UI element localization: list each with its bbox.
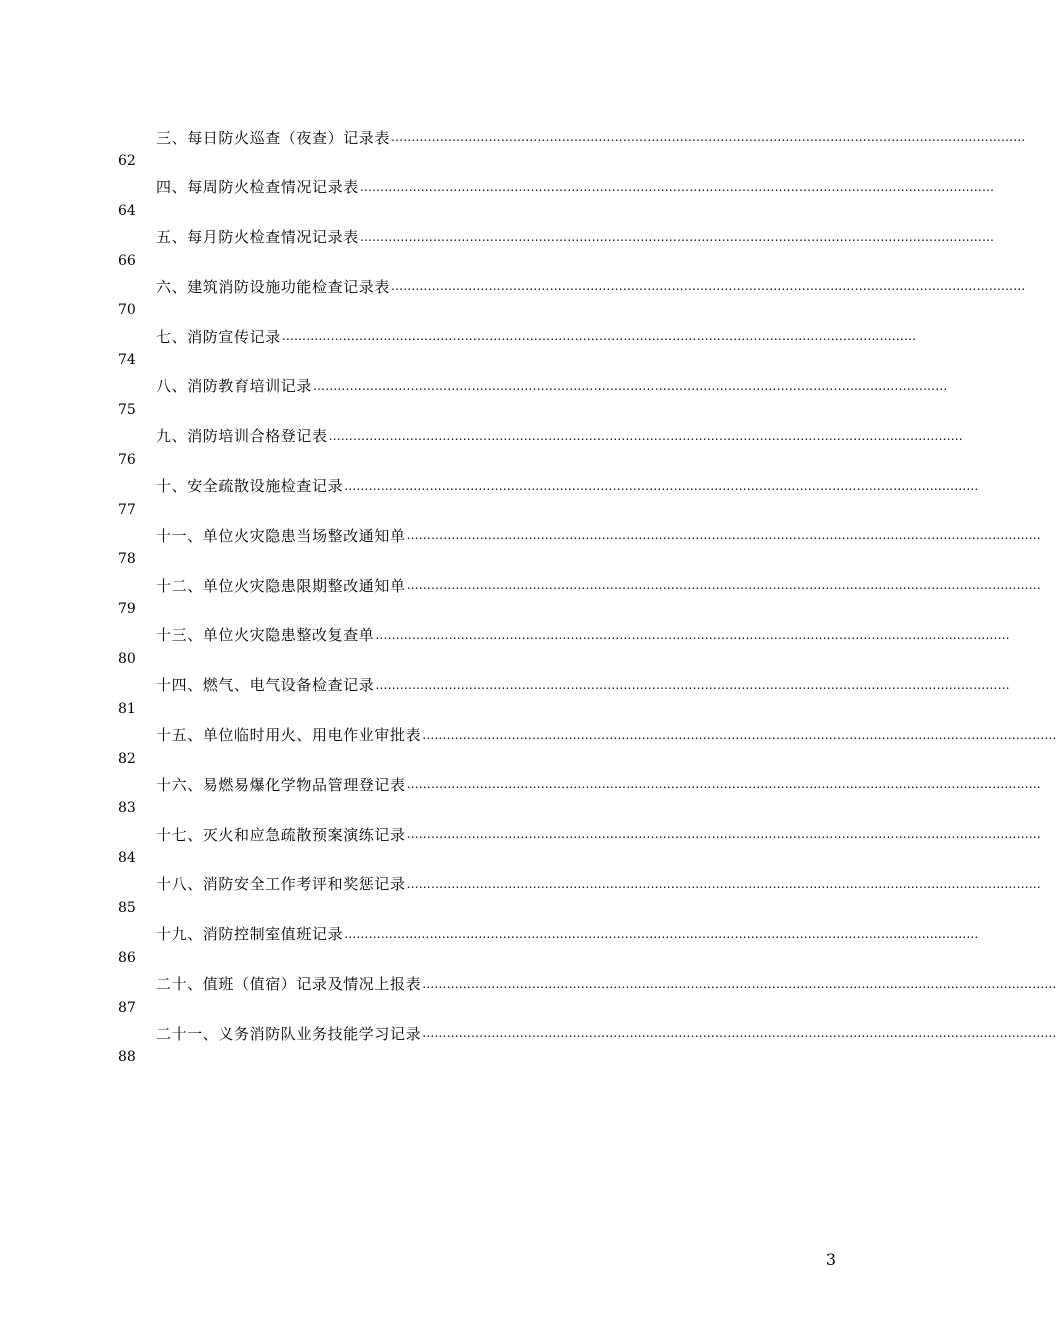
toc-line [156, 273, 1026, 299]
toc-entry-page: 76 [118, 451, 136, 468]
toc-entry [118, 522, 1042, 572]
toc-entry-page: 70 [118, 302, 136, 319]
toc-entry-page: 77 [118, 501, 136, 518]
toc-entry-title: 十一、单位火灾隐患当场整改通知单 [156, 526, 406, 545]
toc-entry-page: 64 [118, 202, 136, 219]
toc-dot-leader: ………………………………………………………………………………………………………………………………………… [359, 179, 995, 194]
toc-line [156, 124, 1026, 150]
toc-entry [118, 672, 1010, 722]
toc-dot-leader: ………………………………………………………………………………………………………………………………………… [375, 677, 1010, 692]
toc-dot-leader: ………………………………………………………………………………………………………………………………………… [344, 926, 979, 941]
toc-entry-page: 74 [118, 352, 136, 369]
toc-line [156, 971, 1057, 997]
toc-dot-leader: ………………………………………………………………………………………………………………………………………… [391, 130, 1026, 144]
toc-entry [118, 821, 1042, 871]
toc-entry-title: 十五、单位临时用火、用电作业审批表 [156, 726, 422, 745]
toc-dot-leader: ………………………………………………………………………………………………………………………………………… [422, 727, 1057, 742]
table-of-contents [118, 124, 1057, 1070]
toc-entry-page: 84 [118, 850, 136, 867]
toc-dot-leader: ………………………………………………………………………………………………………………………………………… [359, 229, 995, 244]
toc-entry-page: 82 [118, 750, 136, 767]
toc-dot-leader: ………………………………………………………………………………………………………………………………………… [406, 827, 1042, 842]
toc-entry-page: 83 [118, 800, 136, 817]
toc-entry-title: 十八、消防安全工作考评和奖惩记录 [156, 875, 406, 894]
toc-dot-leader: ………………………………………………………………………………………………………………………………………… [406, 578, 1042, 593]
toc-entry-page: 86 [118, 949, 136, 966]
toc-entry-title: 十三、单位火灾隐患整改复查单 [156, 626, 375, 645]
toc-dot-leader: ………………………………………………………………………………………………………………………………………… [406, 876, 1042, 891]
toc-entry-title: 十七、灭火和应急疏散预案演练记录 [156, 825, 406, 844]
toc-line [156, 622, 1010, 648]
toc-entry-title: 五、每月防火检查情况记录表 [156, 228, 359, 247]
toc-dot-leader: ………………………………………………………………………………………………………………………………………… [422, 976, 1057, 991]
toc-entry-page: 85 [118, 899, 136, 916]
toc-entry [118, 871, 1042, 921]
toc-line [156, 1020, 1057, 1046]
toc-line [156, 921, 979, 947]
toc-dot-leader: ………………………………………………………………………………………………………………………………………… [313, 378, 948, 393]
toc-entry-page: 66 [118, 252, 136, 269]
toc-entry-page: 78 [118, 551, 136, 568]
toc-dot-leader: ………………………………………………………………………………………………………………………………………… [281, 329, 917, 344]
toc-line [156, 174, 995, 200]
toc-line [156, 522, 1042, 548]
toc-entry [118, 124, 1026, 174]
toc-dot-leader: ………………………………………………………………………………………………………………………………………… [328, 428, 964, 443]
toc-entry-title: 二十、值班（值宿）记录及情况上报表 [156, 975, 422, 994]
toc-entry [118, 224, 995, 274]
toc-dot-leader: ………………………………………………………………………………………………………………………………………… [375, 627, 1010, 642]
toc-entry-title: 十九、消防控制室值班记录 [156, 925, 344, 944]
toc-dot-leader: ………………………………………………………………………………………………………………………………………… [406, 528, 1042, 543]
toc-entry [118, 373, 948, 423]
toc-entry-title: 十四、燃气、电气设备检查记录 [156, 676, 375, 695]
toc-line [156, 323, 917, 349]
toc-line [156, 871, 1042, 897]
toc-entry-page: 79 [118, 601, 136, 618]
toc-line [156, 373, 948, 399]
toc-entry-title: 十二、单位火灾隐患限期整改通知单 [156, 576, 406, 595]
toc-entry [118, 323, 917, 373]
toc-entry-title: 九、消防培训合格登记表 [156, 427, 328, 446]
toc-entry [118, 273, 1026, 323]
toc-entry [118, 971, 1057, 1021]
toc-entry [118, 1020, 1057, 1070]
toc-entry-page: 81 [118, 700, 136, 717]
toc-entry-title: 二十一、义务消防队业务技能学习记录 [156, 1024, 422, 1043]
toc-dot-leader: ………………………………………………………………………………………………………………………………………… [406, 777, 1042, 792]
toc-dot-leader: ………………………………………………………………………………………………………………………………………… [391, 279, 1026, 294]
page-number: 3 [825, 1250, 836, 1269]
toc-line [156, 821, 1042, 847]
toc-entry-page: 88 [118, 1049, 136, 1066]
toc-entry-title: 七、消防宣传记录 [156, 327, 281, 346]
toc-entry [118, 473, 979, 523]
toc-entry-page: 62 [118, 153, 136, 169]
toc-line [156, 672, 1010, 698]
toc-line [156, 473, 979, 499]
toc-entry-title: 八、消防教育培训记录 [156, 377, 313, 396]
toc-dot-leader: ………………………………………………………………………………………………………………………………………… [344, 478, 979, 493]
toc-dot-leader: ………………………………………………………………………………………………………………………………………… [422, 1026, 1057, 1041]
toc-line [156, 722, 1057, 748]
toc-entry-title: 四、每周防火检查情况记录表 [156, 178, 359, 197]
toc-line [156, 771, 1042, 797]
toc-entry [118, 572, 1042, 622]
toc-entry [118, 921, 979, 971]
toc-entry-title: 十、安全疏散设施检查记录 [156, 477, 344, 496]
toc-entry [118, 423, 964, 473]
toc-entry [118, 771, 1042, 821]
toc-entry-title: 十六、易燃易爆化学物品管理登记表 [156, 775, 406, 794]
toc-entry-page: 75 [118, 401, 136, 418]
toc-entry [118, 622, 1010, 672]
toc-line [156, 572, 1042, 598]
toc-entry [118, 174, 995, 224]
toc-entry-page: 87 [118, 999, 136, 1016]
toc-line [156, 423, 964, 449]
toc-entry-page: 80 [118, 650, 136, 667]
toc-entry-title: 六、建筑消防设施功能检查记录表 [156, 277, 391, 296]
toc-line [156, 224, 995, 250]
toc-entry-title: 三、每日防火巡查（夜查）记录表 [156, 128, 391, 147]
toc-entry [118, 722, 1057, 772]
